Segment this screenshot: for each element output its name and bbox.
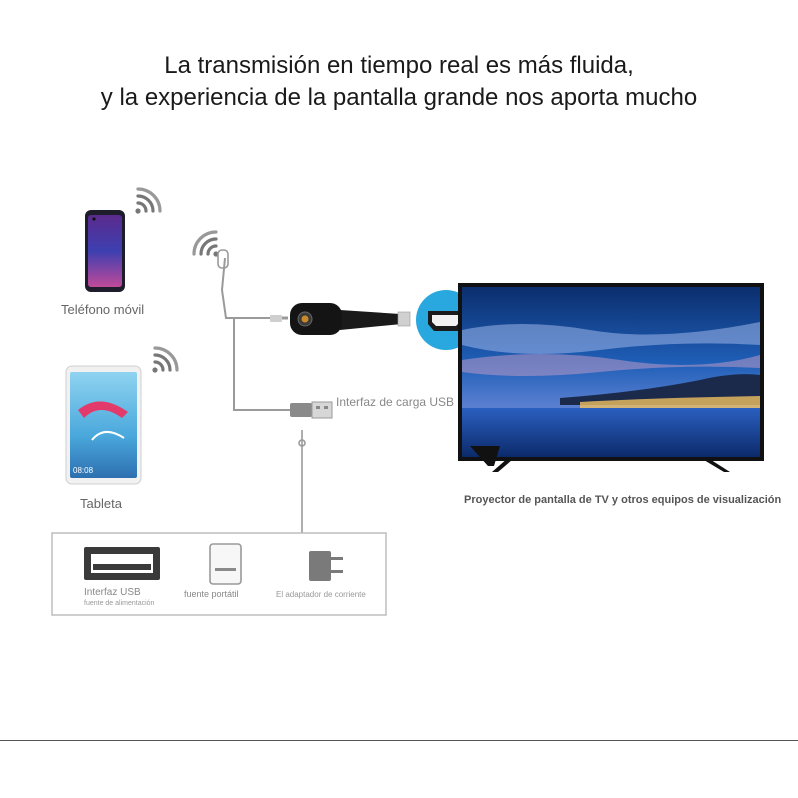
headline-line-1: La transmisión en tiempo real es más fluida,: [164, 52, 634, 79]
wifi-icon: [152, 348, 177, 373]
wifi-icon: [135, 189, 160, 214]
usb-charge-label: Interfaz de carga USB: [336, 395, 455, 409]
power-bank-icon: [210, 544, 241, 584]
tablet-time: 08:08: [73, 466, 94, 475]
wireless-dongle: [290, 303, 410, 335]
usb-interface-label: Interfaz USB: [84, 587, 141, 598]
cables: [218, 250, 305, 535]
wifi-icon: [194, 232, 219, 257]
phone-label: Teléfono móvil: [61, 302, 145, 317]
tv-caption: Proyector de pantalla de TV y otros equipos de visualización: [464, 494, 782, 506]
micro-usb-plug: [270, 315, 282, 322]
usb-port-icon: [84, 547, 160, 580]
phone: [85, 210, 125, 292]
usb-plug: [290, 402, 332, 418]
power-adapter-label: El adaptador de corriente: [276, 590, 366, 599]
tv: [458, 283, 764, 472]
usb-interface-sublabel: fuente de alimentación: [84, 600, 155, 607]
headline-line-2: y la experiencia de la pantalla grande nos aporta mucho: [100, 84, 698, 111]
portable-power-label: fuente portátil: [184, 589, 239, 599]
bottom-divider: [0, 740, 798, 741]
tablet-label: Tableta: [80, 496, 122, 511]
